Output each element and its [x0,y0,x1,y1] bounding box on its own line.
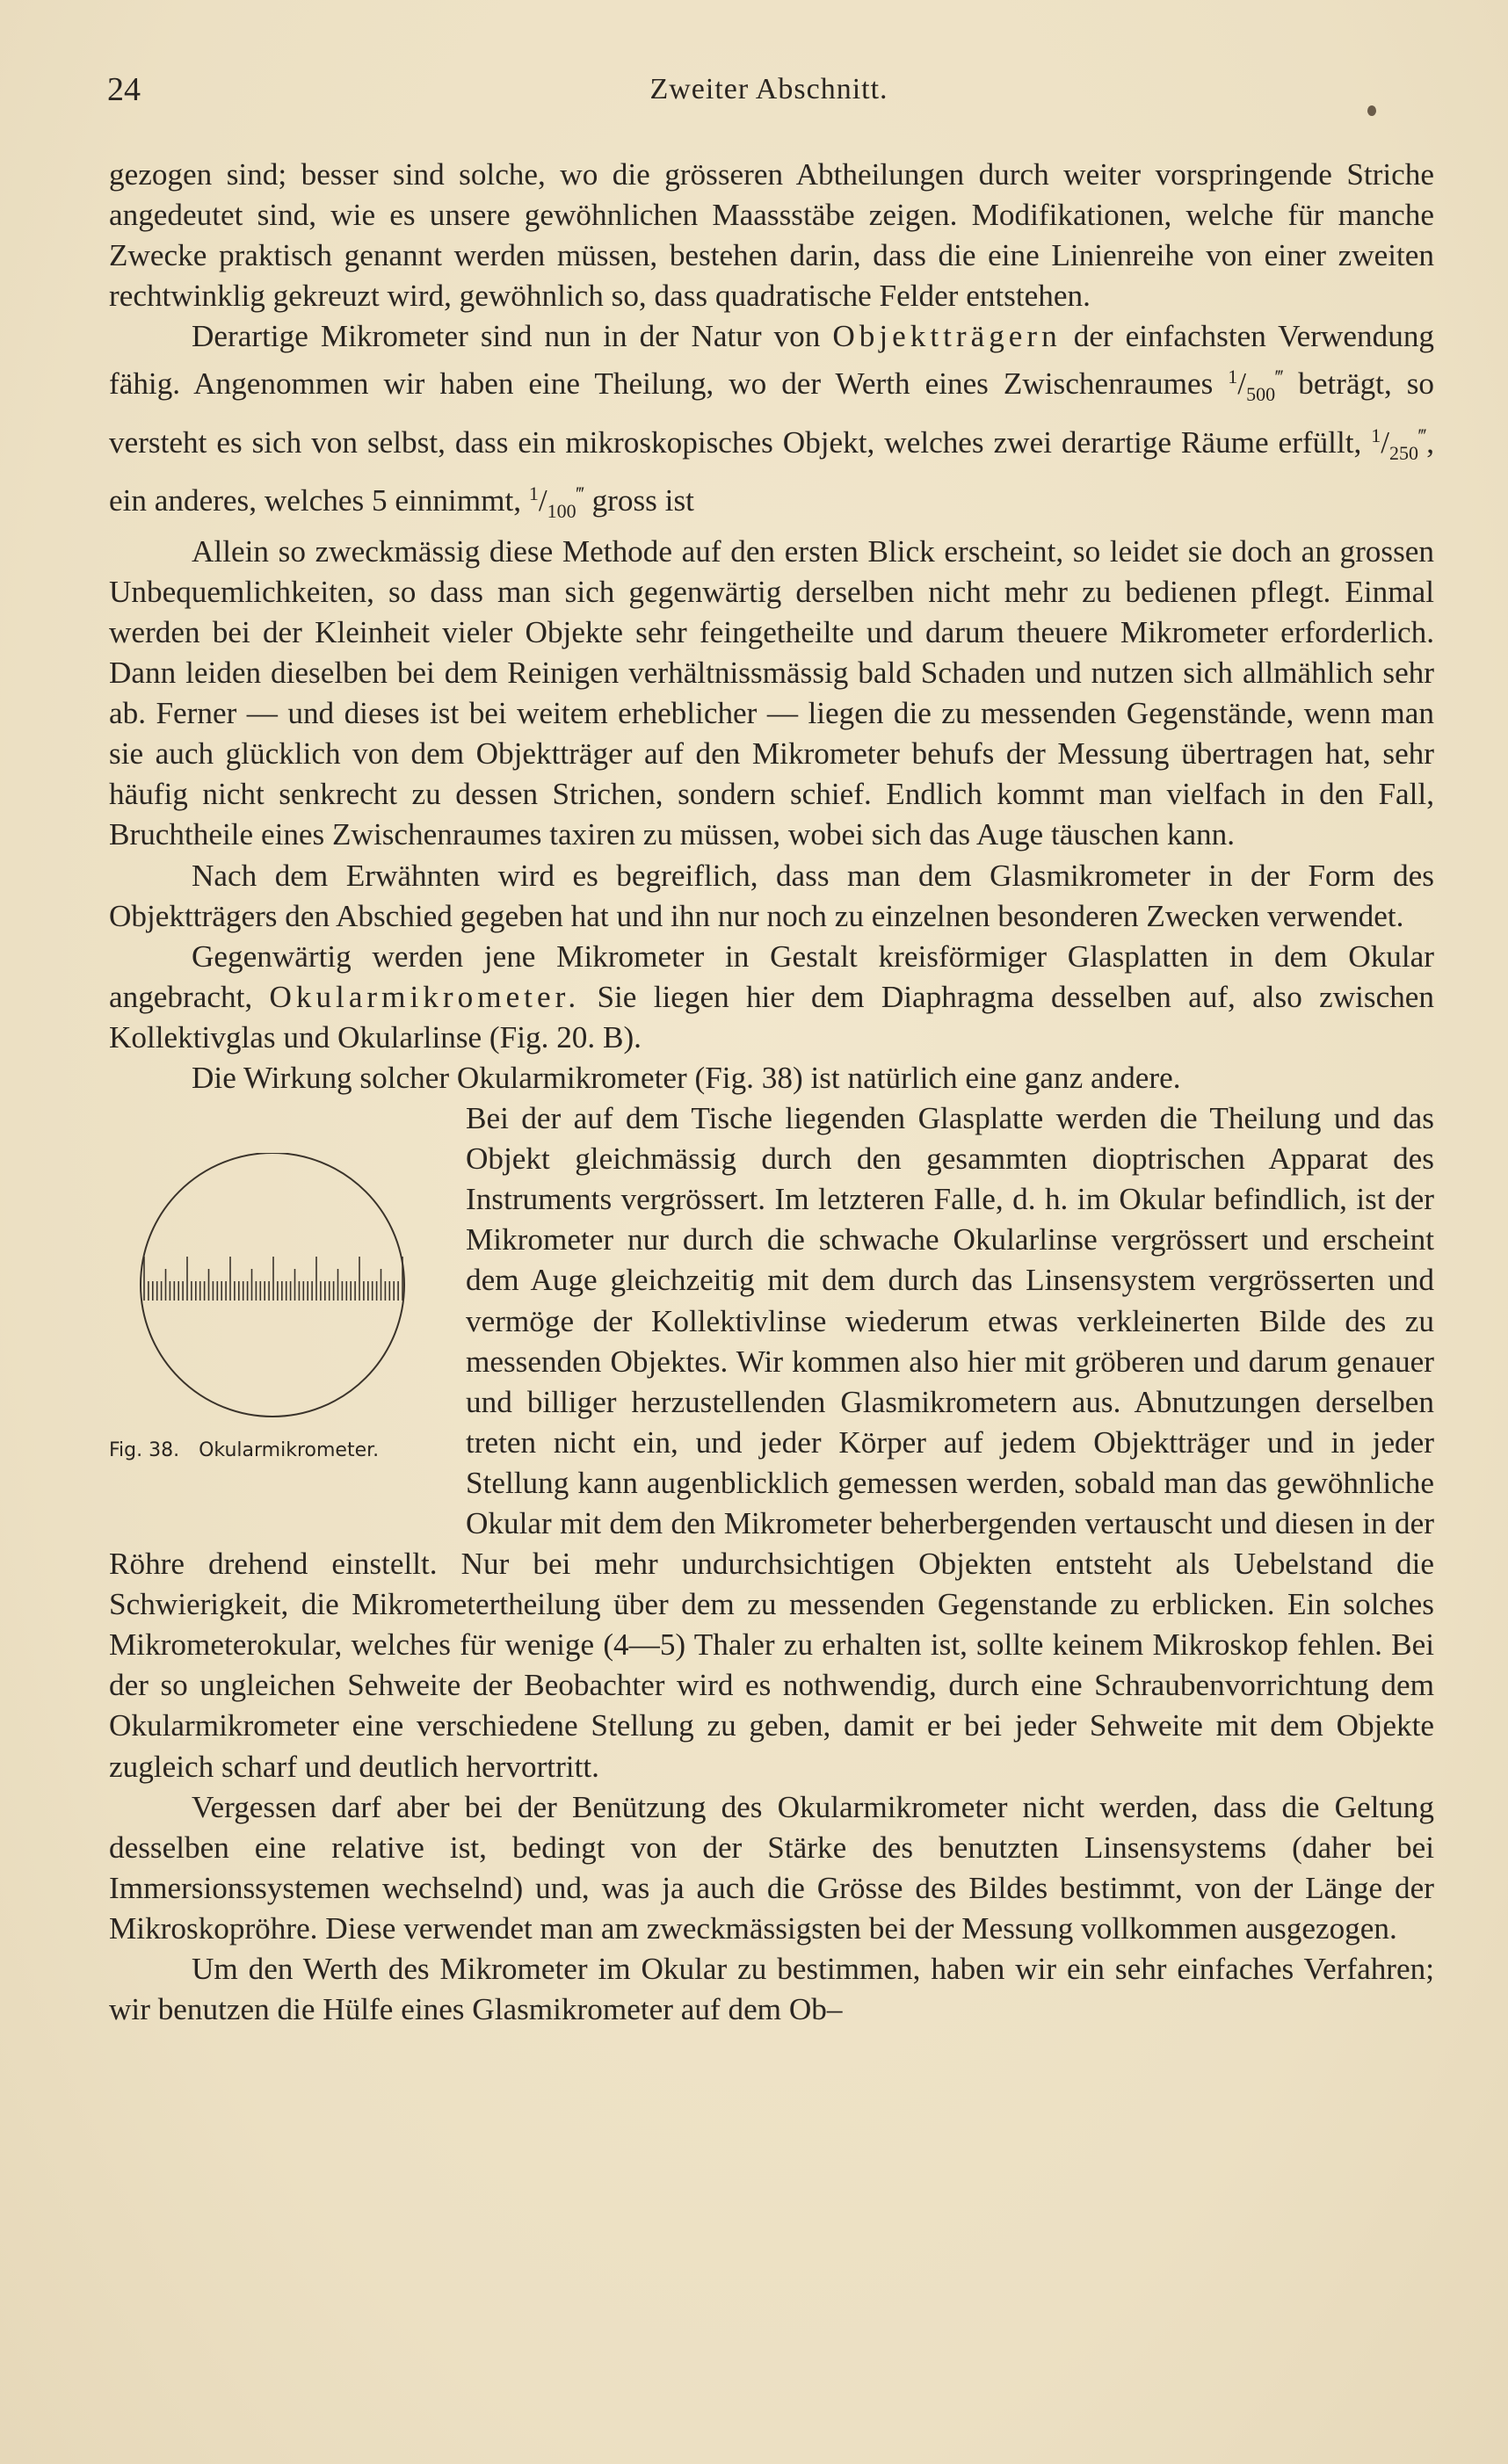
paragraph-3: Allein so zweckmässig diese Methode auf den ersten Blick erscheint, so leidet sie doch an grossen Unbequemlichkeiten, so dass man sich gegenwärtig derselben nicht mehr zu bedienen pflegt. Einmal werden bei der Kleinheit vieler Objekte sehr feingetheilte und darum theuere Mikrometer erforderlich. Dann leiden dieselben bei dem Reinigen verhältnissmässig bald Schaden und nutzen sich allmählich sehr ab. Ferner — und dieses ist bei weitem erheblicher — liegen die zu messenden Gegenstände, wenn man sie auch glücklich von dem Objektträger auf den Mikrometer behufs der Messung übertragen hat, sehr häufig nicht senkrecht zu dessen Strichen, sondern schief. Endlich kommt man vielfach in den Fall, Bruchtheile eines Zwischenraumes taxiren zu müssen, wobei sich das Auge täuschen kann. [109,533,1434,852]
paragraph-2-part-e: gross ist [591,482,694,518]
eyepiece-micrometer-illustration [123,1153,452,1434]
fraction-denominator: 250 [1389,441,1419,464]
glass-plate-circle [141,1153,404,1417]
paragraph-8: Um den Werth des Mikrometer im Okular zu bestimmen, haben wir ein sehr einfaches Verfahren; wir benutzen die Hülfe eines Glasmikrometer auf dem Ob– [109,1952,1434,2027]
running-title: Zweiter Abschnitt. [649,73,888,105]
fraction-unit: ‴ [576,482,584,504]
figure-38 [109,1098,452,1515]
paragraph-5 [109,937,1434,1058]
fraction-unit: ‴ [1275,366,1284,388]
paragraph-2-part-c: beträgt, so versteht es sich von selbst, dass ein mikroskopisches Objekt, welches zwei derartige Räume erfüllt, [109,366,1435,460]
paragraph-6-lead: Die Wirkung solcher Okularmikrometer (Fig. 38) ist natürlich eine ganz andere. [192,1060,1181,1095]
fraction-numerator: 1 [528,482,539,504]
emphasis-objekttraegern: Objektträgern [832,319,1062,354]
body-text [109,155,1434,2030]
paragraph-7: Vergessen darf aber bei der Benützung des Okularmikrometer nicht werden, dass die Geltung desselben eine relative ist, bedingt von der Stärke des benutzten Linsensystems (daher bei Immersionssystemen wechselnd) und, was ja auch die Grösse des Bildes bestimmt, von der Länge der Mikroskopröhre. Diese verwendet man am zweckmässigsten bei der Messung vollkommen ausgezogen. [109,1789,1434,1946]
figure-label: Fig. 38. [109,1439,180,1462]
paragraph-2-part-b: der einfachsten Verwendung fähig. Angenommen wir haben eine Theilung, wo der Werth eines Zwischenraumes [109,319,1435,402]
paragraph-1: gezogen sind; besser sind solche, wo die grösseren Abtheilungen durch weiter vorspringende Striche angedeutet sind, wie es unsere gewöhnlichen Maassstäbe zeigen. Modifikationen, welche für manche Zwecke praktisch genannt werden müssen, bestehen darin, dass die eine Linienreihe von einer zweiten rechtwinklig gekreuzt wird, gewöhnlich so, dass quadratische Felder entstehen. [109,157,1434,314]
fraction-1-100: $^1/_{100}^‴$ [528,482,584,522]
paragraph-4: Nach dem Erwähnten wird es begreiflich, dass man dem Glasmikrometer in der Form des Objektträgers den Abschied gegeben hat und ihn nur noch zu einzelnen besonderen Zwecken verwendet. [109,858,1434,933]
fraction-1-500: $^1/_{500}^‴$ [1228,366,1284,406]
paragraph-5-part-a: Gegenwärtig werden jene Mikrometer in Gestalt kreisförmiger Glasplatten in dem Okular angebracht, [109,938,1434,1014]
paragraph-5-part-b: Sie liegen hier dem Diaphragma desselben auf, also zwischen Kollektivglas und Okularlinse (Fig. 20. B). [109,979,1435,1054]
figure-title: Okularmikrometer. [199,1439,380,1462]
paragraph-2 [109,316,1434,531]
fraction-numerator: 1 [1371,424,1381,446]
page-header [107,69,1431,111]
paragraph-2-part-d: , ein anderes, welches 5 einnimmt, [109,424,1434,518]
fraction-denominator: 100 [547,499,576,522]
fraction-unit: ‴ [1418,424,1427,446]
emphasis-okularmikrometer: Okularmikrometer. [269,979,581,1014]
paragraph-2-part-a: Derartige Mikrometer sind nun in der Natur von [192,319,821,354]
figure-caption [109,1438,460,1464]
page-number: 24 [107,71,141,108]
ink-spot [1367,105,1376,116]
fraction-denominator: 500 [1246,383,1276,406]
micrometer-scale [144,1257,402,1301]
paragraph-6: Bei der auf dem Tische liegenden Glasplatte werden die Theilung und das Objekt gleichmässig durch den gesammten dioptrischen Apparat des Instruments vergrössert. Im letzteren Falle, d. h. im Okular befindlich, ist der Mikrometer nur durch die schwache Okularlinse vergrössert und erscheint dem Auge gleichzeitig mit dem durch das Linsensystem vergrösserten und vermöge der Kollektivlinse wiederum etwas verkleinerten Bilde des zu messenden Objektes. Wir kommen also hier mit gröberen und darum genauer und billiger herzustellenden Glasmikrometern aus. Abnutzungen derselben treten nicht ein, und jeder Körper auf jedem Objektträger und in jeder Stellung kann augenblicklich gemessen werden, sobald man das gewöhnliche Okular mit dem den Mikrometer beherbergenden vertauscht und diesen in der Röhre drehend einstellt. Nur bei mehr undurchsichtigen Objekten entsteht als Uebelstand die Schwierigkeit, die Mikrometertheilung über dem zu messenden Gegenstande zu erblicken. Ein solches Mikrometerokular, welches für wenige (4—5) Thaler zu erhalten ist, sollte keinem Mikroskop fehlen. Bei der so ungleichen Sehweite der Beobachter wird es nothwendig, durch eine Schraubenvorrichtung dem Okularmikrometer eine verschiedene Stellung zu geben, damit er bei jeder Sehweite mit dem Objekte zugleich scharf und deutlich hervortritt. [109,1101,1434,1784]
fraction-numerator: 1 [1228,366,1238,388]
fraction-1-250: $^1/_{250}^‴$ [1371,424,1427,464]
